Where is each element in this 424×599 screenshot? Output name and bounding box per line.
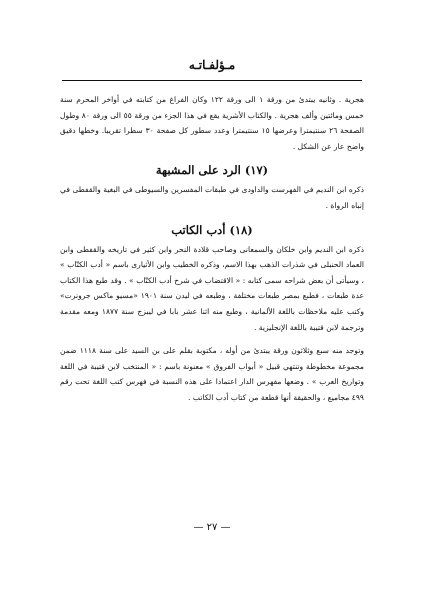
running-header: مـؤلفـاتـه	[188, 58, 236, 72]
page-body	[60, 92, 364, 406]
page-number: — ٢٧ —	[193, 522, 231, 533]
section-paragraph: ذكره ابن النديم وابن خلكان والسمعانى وصاحب قلادة النحر وابن كثير في تاريخه والقفطى وابن العماد الحنبلى في شذرات الذهب بهذا الاسم، وذكره الخطيب وابن الأثيارى باسم « أدب الكتّاب » ، وسيأتى أن بعض شراحه سمى كتابه : « الاقتضاب في شرح أدب الكتّاب » . وقد طبع هذا الكتاب عدة طبعات ، فطبع بمصر طبعات مختلفة ، وطبعه في ليدن سنة ١٩٠١ «مسيو ماكس جرونرت» وكتب عليه ملاحظات باللغة الألمانية ، وطبع منه اثنا عشر بابا في ليبزج سنة ١٨٧٧ ومعه مقدمة وترجمة لابن قتيبة باللغة الإنجليزية .	[60, 244, 364, 332]
section-paragraph: وتوجد منه سبع وثلاثون ورقة يبتدئ من أوله ، مكتوبة بقلم على بن السيد على سنة ١١١٨ ضمن مجموعة مخطوطة وتنتهي قبيل « أبواب الفروق » معنونة باسم : « المنتخب لابن قتيبة في اللغة وتواريخ العرب » . وضعها مفهرس الدار اعتمادا على هذه النسبة في فهرس كتب اللغة تحت رقم ٤٩٩ مجاميع ، والحقيقة أنها قطعة من كتاب أدب الكاتب .	[60, 346, 364, 402]
paragraph-gap	[60, 335, 364, 343]
intro-paragraph: هجرية . وثانيه يبتدئ من ورقة ١ الى ورقة ١٢٢ وكان الفراغ من كتابته في أواخر المحرم سنة خمس ومائتين وألف هجرية . والكتاب الأشرية يقع في هذا الجزء من ورقة ٥٥ الى ورقة ٨٠ وطول الصفحة ٢٦ سنتيمترا وعرضها ١٥ سنتيمترا وعدد سطور كل صفحة ٣٠ سطرا تقريبا. وخطها دقيق واضح عار عن الشكل .	[60, 95, 365, 151]
header-rule	[62, 80, 362, 81]
section-paragraph: ذكره ابن النديم في الفهرست والداودى في طبقات المفسرين والسيوطى في البغية والقفطى في إنباه الرواة .	[60, 185, 364, 210]
section-heading: (١٨) أدب الكاتب	[171, 222, 253, 237]
section-heading: (١٧) الرد على المشبهة	[155, 163, 269, 178]
